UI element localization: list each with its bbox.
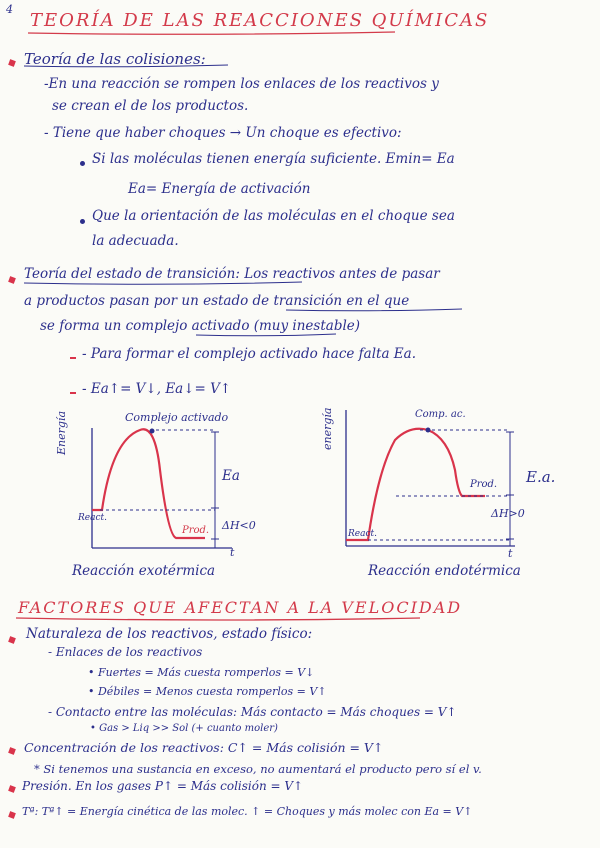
colisiones-line-5: Ea= Energía de activación bbox=[128, 181, 311, 197]
endo-product-label: Prod. bbox=[470, 479, 498, 490]
page-number: 4 bbox=[6, 3, 13, 16]
endo-t-label: t bbox=[508, 547, 513, 560]
factores-line-5: - Contacto entre las moléculas: Más contacto = Más choques = V↑ bbox=[48, 705, 457, 719]
factores-line-10: Tª: Tª↑ = Energía cinética de las molec. ↑ = Choques y más molec con Ea = V↑ bbox=[22, 805, 473, 818]
factores-line-9: Presión. En los gases P↑ = Más colisión = V↑ bbox=[22, 779, 304, 793]
factores-line-1: Naturaleza de los reactivos, estado físico: bbox=[26, 626, 313, 642]
factores-line-8: * Si tenemos una sustancia en exceso, no aumentará el producto pero sí el v. bbox=[34, 762, 482, 776]
factores-line-6: • Gas > Liq >> Sol (+ cuanto moler) bbox=[90, 723, 278, 734]
colisiones-line-4: Si las moléculas tienen energía suficiente. Emin= Ea bbox=[92, 151, 455, 167]
factores-line-3: • Fuertes = Más cuesta romperlos = V↓ bbox=[88, 666, 315, 679]
endo-peak-label: Comp. ac. bbox=[415, 409, 466, 420]
colisiones-line-1: -En una reacción se rompen los enlaces de los reactivos y bbox=[44, 76, 439, 92]
transicion-line-2: a productos pasan por un estado de transición en el que bbox=[24, 293, 410, 309]
exo-dh-label: ΔH<0 bbox=[222, 519, 256, 532]
transicion-line-4: - Para formar el complejo activado hace falta Ea. bbox=[82, 346, 416, 362]
factores-line-4: • Débiles = Menos cuesta romperlos = V↑ bbox=[88, 685, 327, 698]
transicion-line-3: se forma un complejo activado (muy inestable) bbox=[40, 318, 361, 334]
endo-reactant-label: React. bbox=[348, 529, 377, 539]
colisiones-line-7: la adecuada. bbox=[92, 233, 179, 249]
heading-colisiones: Teoría de las colisiones: bbox=[24, 50, 206, 68]
exo-peak-label: Complejo activado bbox=[125, 411, 229, 424]
exo-product-label: Prod. bbox=[182, 525, 210, 536]
transicion-line-1: Teoría del estado de transición: Los reactivos antes de pasar bbox=[24, 266, 440, 282]
endo-ea-label: E.a. bbox=[526, 468, 556, 486]
exo-ea-label: Ea bbox=[222, 468, 240, 484]
page-title: TEORÍA DE LAS REACCIONES QUÍMICAS bbox=[30, 10, 490, 31]
exo-ylabel: Energía bbox=[55, 411, 68, 455]
exo-caption: Reacción exotérmica bbox=[72, 563, 216, 579]
endo-caption: Reacción endotérmica bbox=[368, 563, 521, 579]
transicion-line-5: - Ea↑= V↓, Ea↓= V↑ bbox=[82, 381, 232, 397]
endo-ylabel: energía bbox=[321, 407, 334, 450]
colisiones-line-6: Que la orientación de las moléculas en el choque sea bbox=[92, 208, 455, 224]
exo-reactant-label: React. bbox=[78, 513, 107, 523]
colisiones-line-2: se crean el de los productos. bbox=[52, 98, 249, 114]
factores-line-2: - Enlaces de los reactivos bbox=[48, 645, 203, 659]
endo-dh-label: ΔH>0 bbox=[491, 507, 525, 520]
factores-heading: FACTORES QUE AFECTAN A LA VELOCIDAD bbox=[18, 598, 463, 617]
exo-t-label: t bbox=[230, 546, 235, 559]
factores-line-7: Concentración de los reactivos: C↑ = Más colisión = V↑ bbox=[24, 740, 384, 755]
colisiones-line-3: - Tiene que haber choques → Un choque es efectivo: bbox=[44, 125, 402, 141]
